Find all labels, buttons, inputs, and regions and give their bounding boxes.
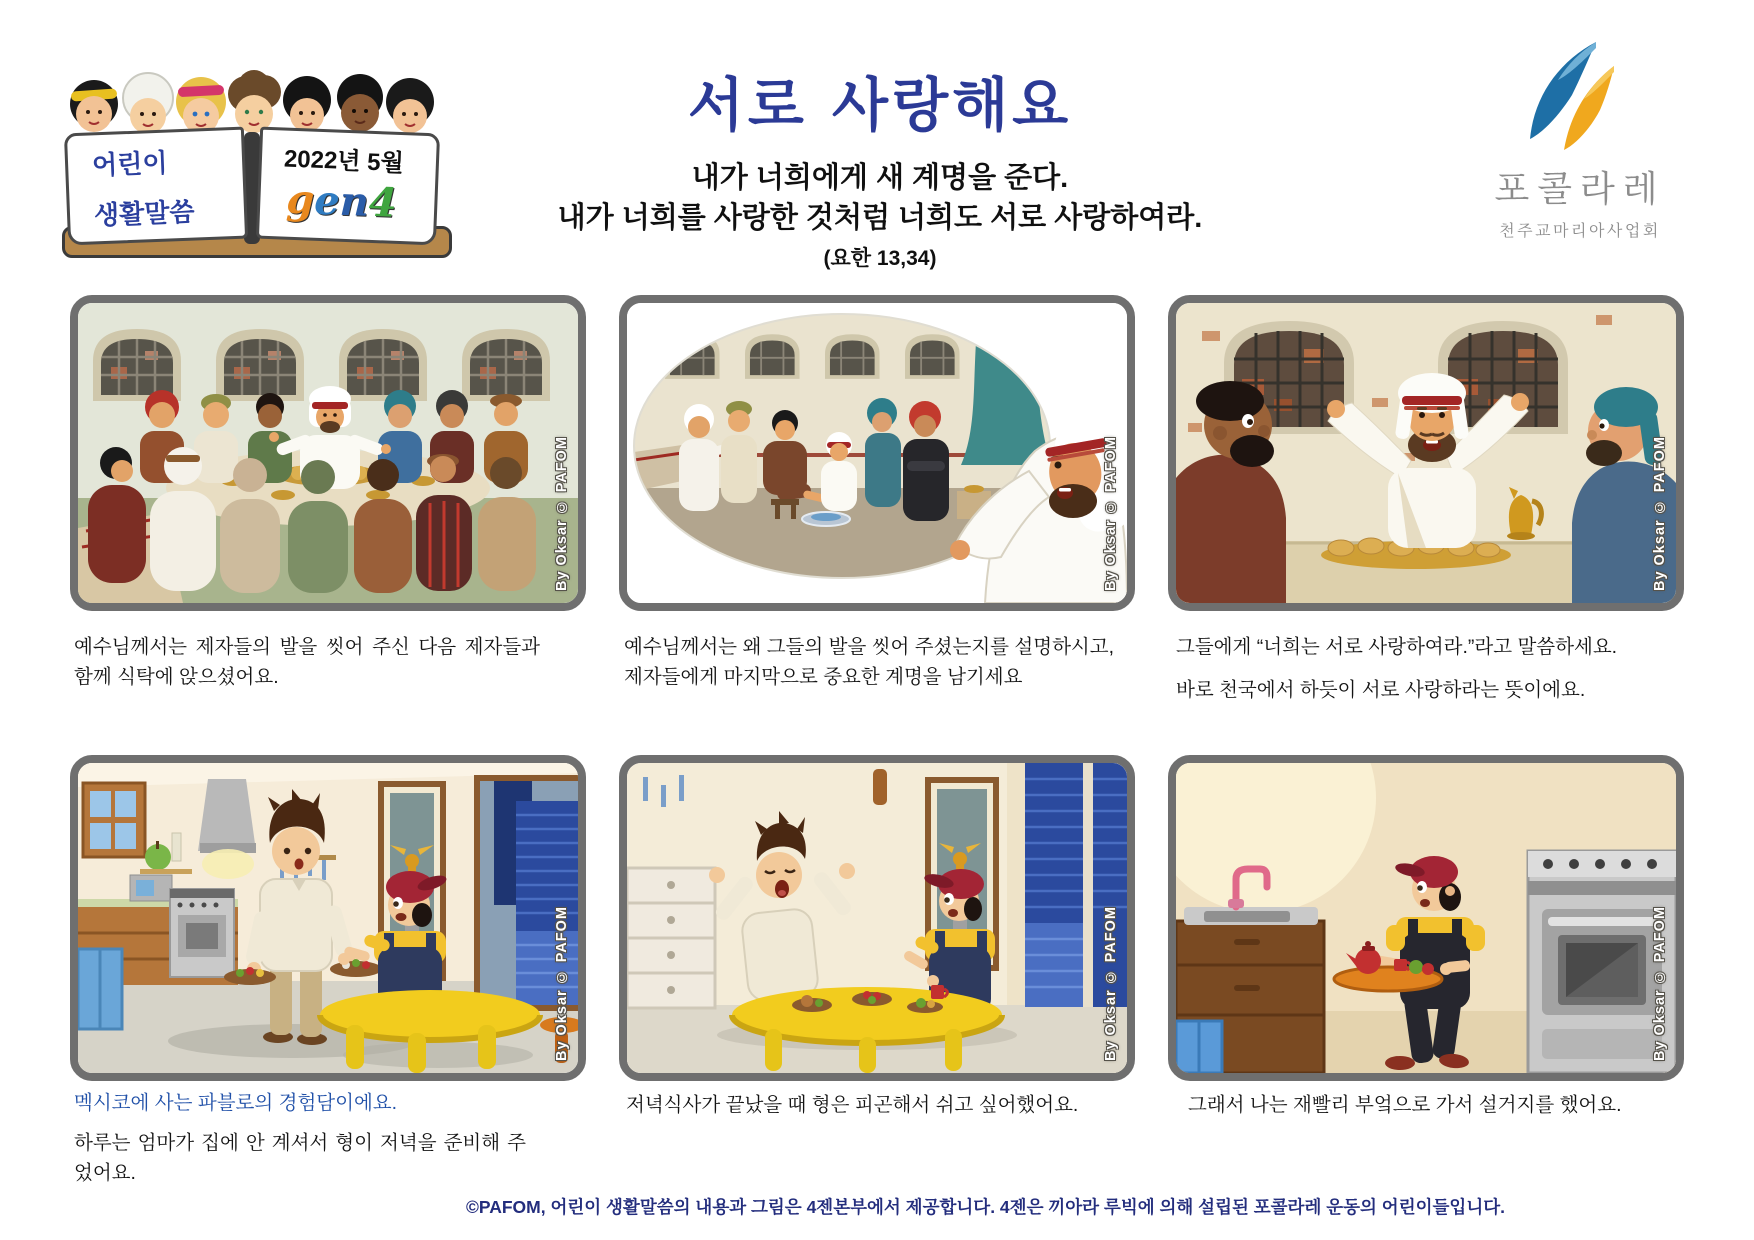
gen4-letter-n: n [338,177,370,226]
caption-panel-1: 예수님께서는 제자들의 발을 씻어 주신 다음 제자들과 함께 식탁에 앉으셨어요. [74,636,540,689]
focolare-logo-block [1455,42,1705,241]
panel-5-scene [627,763,1127,1073]
caption-panel-3-line1: 그들에게 “너희는 서로 사랑하여라.”라고 말씀하세요. [1176,636,1618,658]
panel-5-illustration [619,755,1135,1081]
panel-3-illustration [1168,295,1684,611]
caption-panel-4 [74,1088,526,1189]
org-name: 포콜라레 [1494,169,1666,210]
caption-panel-3-line2: 바로 천국에서 하듯이 서로 사랑하라는 뜻이에요. [1176,679,1586,702]
subtitle-line1: 내가 너희에게 새 계명을 준다. [691,162,1069,194]
artist-watermark: By Oksar © PAFOM [1652,905,1668,1061]
verse-reference: (요한 13,34) [823,247,937,270]
gen4-logo [286,176,436,229]
copyright-credit: ©PAFOM, 어린이 생활말씀의 내용과 그림은 4젠본부에서 제공합니다. 4젠은 끼아라 루빅에 의해 설립된 포콜라레 운동의 어린이들입니다. [465,1197,1505,1217]
book-left-page [64,127,248,246]
gen4-letter-e: e [313,176,341,225]
artist-watermark: By Oksar © PAFOM [554,905,570,1061]
caption-panel-3 [1176,632,1668,705]
panel-4-illustration [70,755,586,1081]
masthead [58,40,450,258]
yellow-table-with-dishes [732,985,1002,1073]
masthead-line1: 어린이 [91,147,169,181]
caption-panel-6: 그래서 나는 재빨리 부엌으로 가서 설거지를 했어요. [1188,1094,1622,1116]
panel-6-illustration [1168,755,1684,1081]
panel-1-illustration [70,295,586,611]
panel-6-scene [1176,763,1676,1073]
panel-2-scene [627,303,1127,603]
open-book [58,126,450,258]
blue-cabinet [1176,1021,1222,1073]
gen4-letter-4: 4 [368,178,398,227]
subtitle [440,158,1320,238]
panel-3-scene [1176,303,1676,603]
artist-watermark: By Oksar © PAFOM [1103,435,1119,591]
artist-watermark: By Oksar © PAFOM [1103,905,1119,1061]
book-right-page [256,127,440,246]
panel-4-scene [78,763,578,1073]
issue-date: 2022년 5월 [283,145,405,178]
artist-watermark: By Oksar © PAFOM [554,435,570,591]
artist-watermark: By Oksar © PAFOM [1652,435,1668,591]
subtitle-line2: 내가 너희를 사랑한 것처럼 너희도 서로 사랑하여라. [557,202,1203,234]
gen4-letter-g: g [285,175,316,224]
masthead-line2: 생활말씀 [93,196,196,231]
panel-1-scene [78,303,578,603]
caption-panel-5: 저녁식사가 끝났을 때 형은 피곤해서 쉬고 싶어했어요. [626,1094,1079,1116]
org-subname: 천주교마리아사업회 [1499,221,1661,240]
drawer-unit [627,868,715,1008]
title-block [440,58,1320,272]
focolare-swoosh-icon [1526,42,1634,154]
panel-2-illustration [619,295,1135,611]
caption-panel-4-intro: 멕시코에 사는 파블로의 경험담이에요. [74,1092,398,1114]
shelf-figurine [873,769,887,805]
caption-panel-2: 예수님께서는 왜 그들의 발을 씻어 주셨는지를 설명하시고, 제자들에게 마지막으로 중요한 계명을 남기세요 [624,636,1115,689]
page-title: 서로 사랑해요 [687,71,1073,139]
caption-panel-4-body: 하루는 엄마가 집에 안 계셔서 형이 저녁을 준비해 주었어요. [74,1132,526,1185]
